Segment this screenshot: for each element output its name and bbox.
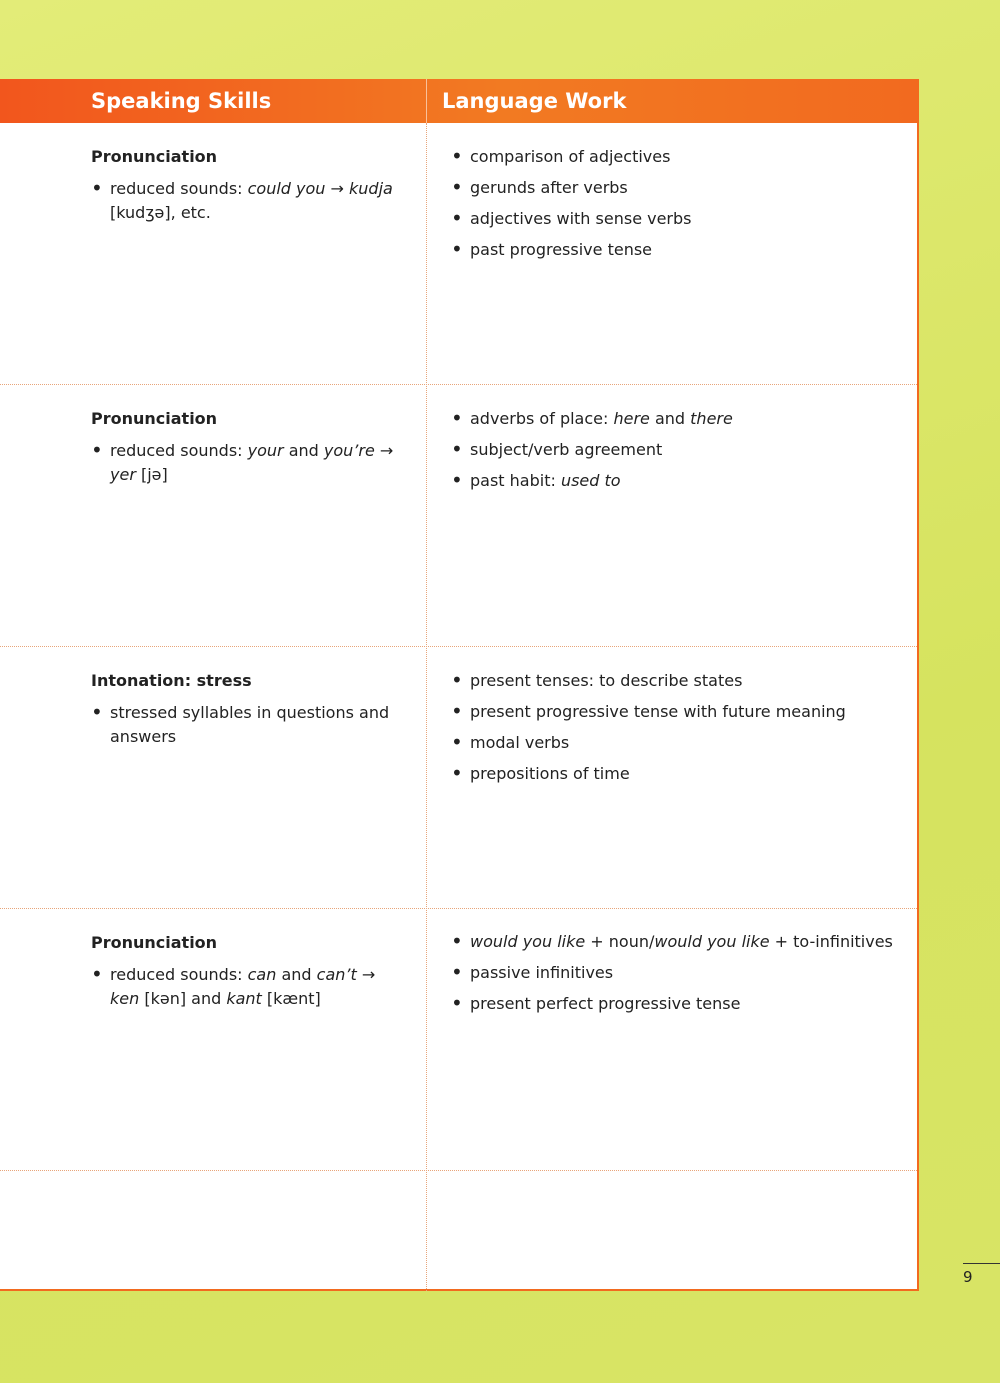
language-list: [451, 407, 901, 493]
row-divider: [0, 646, 917, 647]
language-item: • adjectives with sense verbs: [451, 207, 901, 231]
language-work-cell-3: [451, 669, 901, 793]
language-work-cell-4: [451, 930, 901, 1023]
page-number-rule: [963, 1263, 1000, 1264]
header-divider: [426, 79, 427, 123]
language-work-cell-1: [451, 145, 901, 269]
skill-title: Intonation: stress: [91, 671, 252, 690]
skill-bullet: • reduced sounds: your and you’re → yer [jə]: [91, 439, 401, 487]
speaking-skills-cell-1: [91, 145, 401, 232]
page-number: 9: [963, 1268, 973, 1286]
language-item: • past habit: used to: [451, 469, 901, 493]
language-list: [451, 930, 901, 1016]
language-list: [451, 145, 901, 262]
language-item: • prepositions of time: [451, 762, 901, 786]
language-item: • subject/verb agreement: [451, 438, 901, 462]
language-item: • comparison of adjectives: [451, 145, 901, 169]
language-item: • gerunds after verbs: [451, 176, 901, 200]
language-work-cell-2: [451, 407, 901, 500]
language-item: • past progressive tense: [451, 238, 901, 262]
row-divider: [0, 384, 917, 385]
language-item: • present tenses: to describe states: [451, 669, 901, 693]
speaking-skills-cell-3: [91, 669, 401, 756]
language-item: • present progressive tense with future meaning: [451, 700, 901, 724]
table-header: [0, 79, 917, 123]
row-divider: [0, 908, 917, 909]
language-item: • modal verbs: [451, 731, 901, 755]
row-divider: [0, 1170, 917, 1171]
language-item: • passive infinitives: [451, 961, 901, 985]
skill-list: [91, 701, 401, 749]
skill-bullet: • reduced sounds: could you → kudja [kudʒə], etc.: [91, 177, 401, 225]
language-item: • adverbs of place: here and there: [451, 407, 901, 431]
skill-title: Pronunciation: [91, 147, 218, 166]
column-divider: [426, 123, 427, 1291]
skill-list: [91, 177, 401, 225]
language-list: [451, 669, 901, 786]
skill-list: [91, 963, 401, 1011]
skill-title: Pronunciation: [91, 409, 218, 428]
header-speaking-skills: Speaking Skills: [91, 89, 272, 113]
header-language-work: Language Work: [442, 89, 627, 113]
skill-bullet: • stressed syllables in questions and answers: [91, 701, 401, 749]
speaking-skills-cell-4: [91, 931, 401, 1018]
content-panel: [0, 79, 919, 1291]
skill-title: Pronunciation: [91, 933, 218, 952]
skill-bullet: • reduced sounds: can and can’t → ken [kən] and kant [kænt]: [91, 963, 401, 1011]
skill-list: [91, 439, 401, 487]
language-item: • would you like + noun/would you like + to-infinitives: [451, 930, 901, 954]
speaking-skills-cell-2: [91, 407, 401, 494]
language-item: • present perfect progressive tense: [451, 992, 901, 1016]
